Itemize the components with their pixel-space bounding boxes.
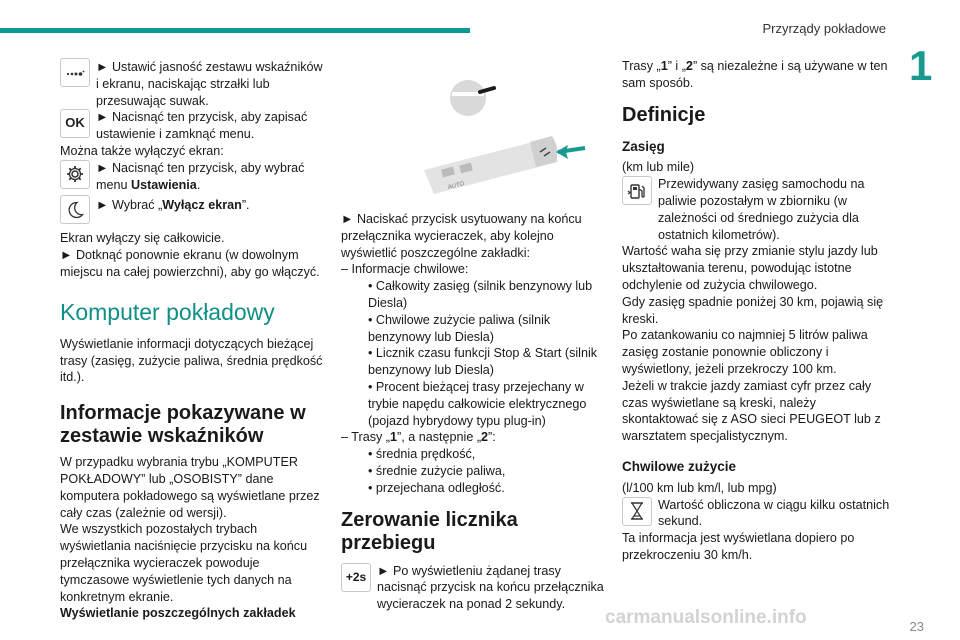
column-left [60, 58, 328, 622]
screen-on-text: ► Dotknąć ponownie ekranu (w dowolnym miejscu na całej powierzchni), aby go włączyć. [60, 248, 320, 279]
consumption-unit: (l/100 km lub km/l, lub mpg) [622, 480, 777, 495]
range-heading: Zasięg [622, 138, 665, 154]
chapter-number: 1 [909, 42, 933, 89]
trip-item-3: • przejechana odległość. [368, 480, 505, 495]
header-accent-bar [0, 28, 470, 33]
column-right [622, 58, 892, 564]
range-paragraph-3: Gdy zasięg spadnie poniżej 30 km, pojawią się kreski. [622, 294, 884, 326]
settings-row [60, 160, 328, 194]
range-unit: (km lub mile) [622, 160, 695, 175]
column-middle [341, 211, 609, 613]
brightness-dots-icon [60, 58, 90, 87]
temp-item-4: • Procent bieżącej trasy przejechany w trybie napędu całkowicie elektrycznego (pojazd hybrydowy typu plug-in) [368, 379, 587, 428]
range-paragraph-5: Jeżeli w trakcie jazdy zamiast cyfr przez cały czas wyświetlane są kreski, należy skontaktować się z ASO sieci PEUGEOT lub z warsztatem specjalistycznym. [622, 378, 881, 444]
ok-label: OK [65, 115, 85, 131]
range-text: Przewidywany zasięg samochodu na paliwie pozostałym w zbiorniku (w zależności od średniego zużycia dla ostatnich kilometrów). [658, 177, 865, 242]
gear-icon [60, 160, 90, 189]
plus-2s-icon: +2s [341, 563, 371, 592]
fuel-pump-icon [622, 176, 652, 205]
press-text: ► Naciskać przycisk usytuowany na końcu przełącznika wycieraczek, aby kolejno wyświetlić poszczególne zakładki: [341, 212, 582, 260]
reset-text: ► Po wyświetleniu żądanej trasy nacisnąć przycisk na końcu przełącznika wycieraczek na ponad 2 sekundy. [377, 563, 604, 612]
brightness-text: ► Ustawić jasność zestawu wskaźników i ekranu, naciskając strzałki lub przesuwając suwak. [96, 60, 323, 108]
brightness-row [60, 58, 328, 109]
hourglass-icon [622, 497, 652, 526]
temp-info-label: – Informacje chwilowe: [341, 262, 469, 277]
consumption-paragraph-2: Ta informacja jest wyświetlana dopiero po przekroczeniu 30 km/h. [622, 531, 855, 562]
consumption-text: Wartość obliczona w ciągu kilku ostatnich sekund. [658, 497, 890, 529]
settings-text: ► Nacisnąć ten przycisk, aby wybrać menu Ustawienia. [96, 160, 305, 192]
info-text-2: We wszystkich pozostałych trybach wyświetlania naciśnięcie przycisku na końcu przełącznika wycieraczek powoduje tymczasowe wyświetlenie tych danych na konkretnym ekranie. [60, 522, 308, 604]
range-row [622, 176, 892, 243]
tabs-heading: Wyświetlanie poszczególnych zakładek [60, 606, 296, 621]
ok-button-icon [60, 109, 90, 138]
computer-intro: Wyświetlanie informacji dotyczących bieżącej trasy (zasięg, zużycie paliwa, średnia prędkość itd.). [60, 336, 323, 385]
info-text: W przypadku wybrania trybu „KOMPUTER POKŁADOWY” lub „OSOBISTY” dane komputera pokładowego są wyświetlane przez cały czas (zależnie od wersji). [60, 455, 320, 520]
range-paragraph-4: Po zatankowaniu co najmniej 5 litrów paliwa zasięg zostanie ponownie obliczony i wyświetlony, jeżeli przekroczy 100 km. [622, 328, 868, 376]
temp-item-3: • Licznik czasu funkcji Stop & Start (silnik benzynowy lub Diesla) [368, 346, 598, 378]
computer-heading: Komputer pokładowy [60, 298, 275, 325]
moon-row [60, 195, 328, 224]
wiper-stalk-illustration [380, 72, 600, 202]
trips-label: – Trasy „1”, a następnie „2”: [341, 430, 496, 445]
ok-row [60, 109, 328, 143]
trips-independent-text: Trasy „1” i „2” są niezależne i są używane w ten sam sposób. [622, 59, 888, 90]
watermark: carmanualsonline.info [605, 607, 807, 628]
consumption-row [622, 497, 892, 531]
temp-item-1: • Całkowity zasięg (silnik benzynowy lub Diesla) [368, 279, 593, 310]
stalk-auto-label: AUTO [447, 181, 465, 191]
moon-text: ► Wybrać „Wyłącz ekran”. [96, 198, 250, 213]
screen-off-done: Ekran wyłączy się całkowicie. [60, 231, 225, 246]
section-title: Przyrządy pokładowe [762, 21, 886, 36]
trip-item-1: • średnia prędkość, [368, 447, 476, 462]
screen-off-intro: Można także wyłączyć ekran: [60, 143, 224, 158]
trip-item-2: • średnie zużycie paliwa, [368, 463, 506, 478]
page-number: 23 [909, 619, 924, 634]
ok-text: ► Nacisnąć ten przycisk, aby zapisać ustawienie i zamknąć menu. [96, 110, 308, 142]
reset-heading: Zerowanie licznika przebiegu [341, 508, 518, 554]
info-heading: Informacje pokazywane w zestawie wskaźników [60, 402, 306, 448]
moon-icon [60, 195, 90, 224]
reset-row [341, 563, 609, 613]
temp-item-2: • Chwilowe zużycie paliwa (silnik benzynowy lub Diesla) [368, 312, 551, 344]
range-paragraph-2: Wartość waha się przy zmianie stylu jazdy lub ukształtowania terenu, powodując istotne odchylenie od zużycia chwilowego. [622, 244, 878, 292]
consumption-heading: Chwilowe zużycie [622, 458, 737, 474]
definitions-heading: Definicje [622, 103, 706, 126]
